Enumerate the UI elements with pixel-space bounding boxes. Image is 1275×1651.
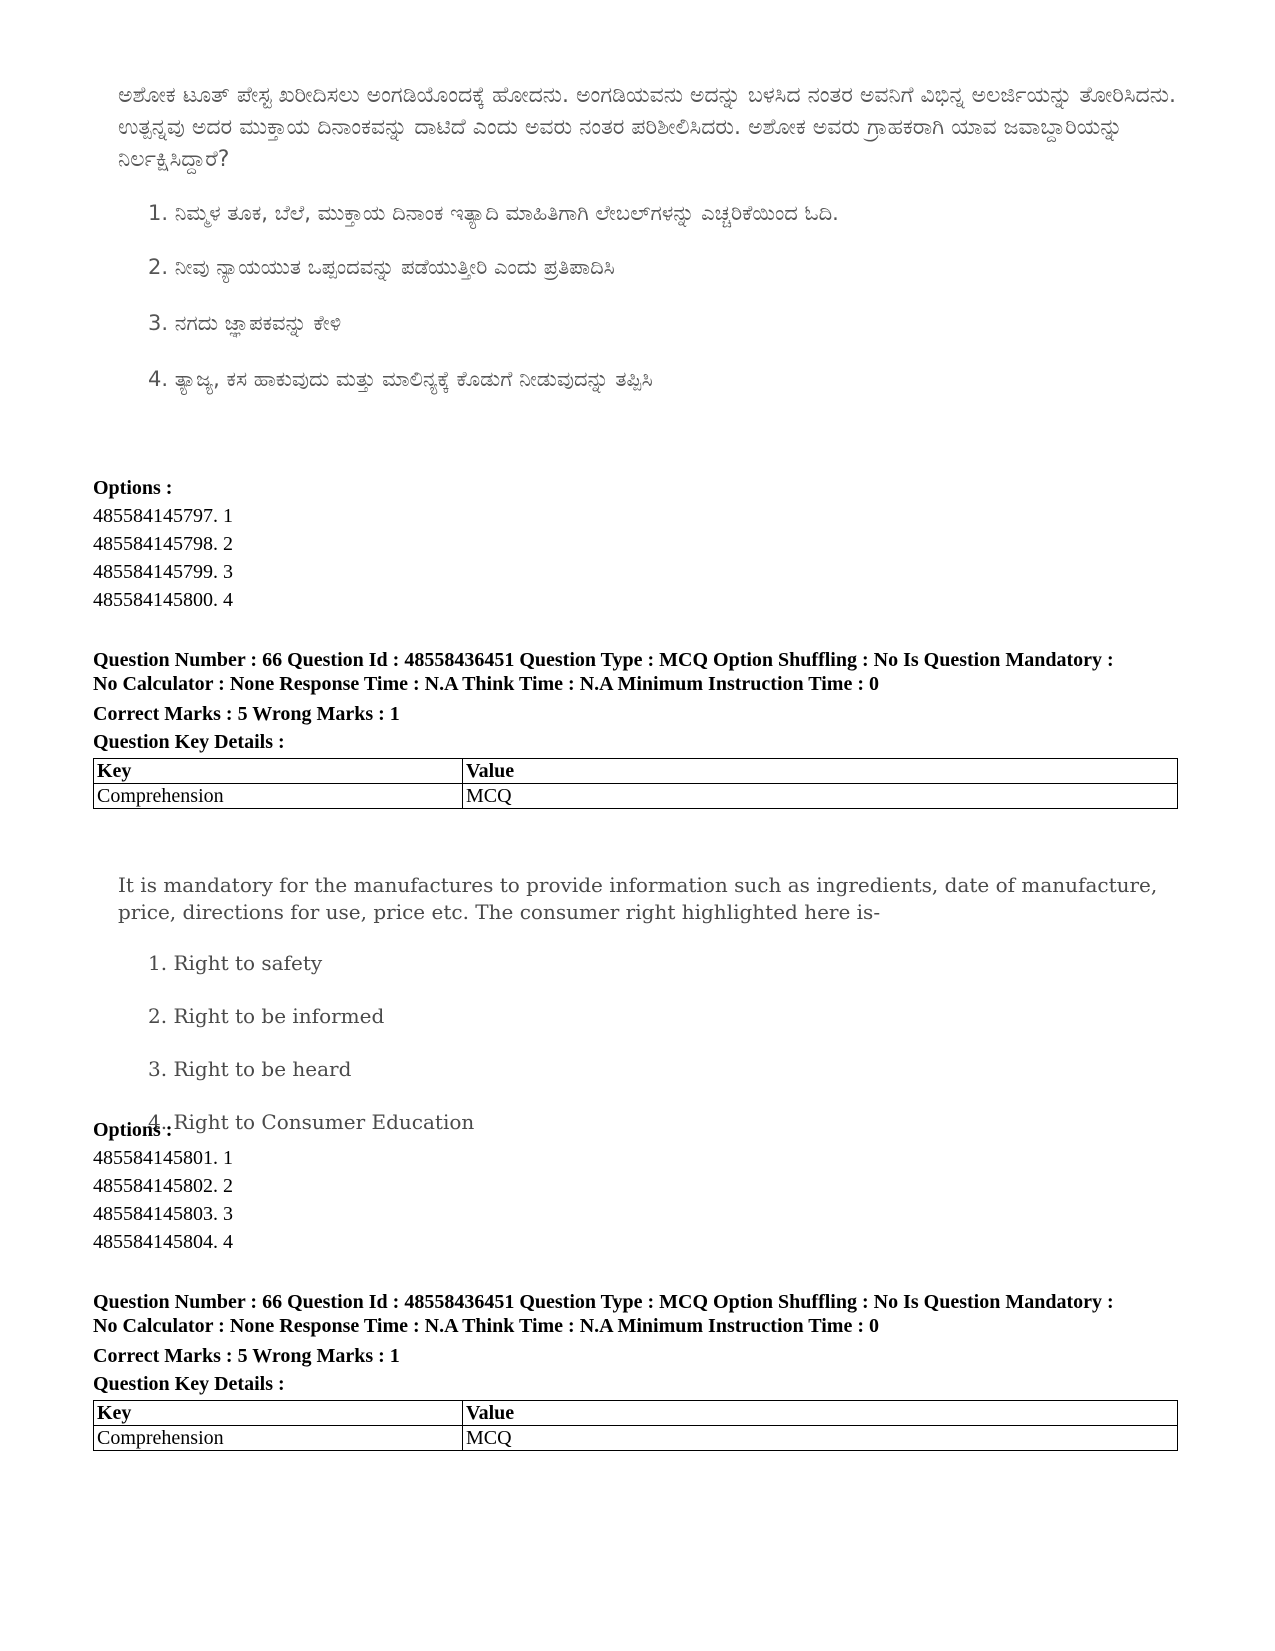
- question-meta-block-1: [93, 648, 1193, 809]
- option-id-line: 485584145799. 3: [93, 561, 233, 583]
- english-option-1: 1. Right to safety: [148, 951, 323, 975]
- english-question-stem: It is mandatory for the manufactures to provide information such as ingredients, date of manufacture, price, directions for use, price etc. The consumer right highlighted here is-: [118, 873, 1158, 924]
- kannada-option-3: 3. ನಗದು ಜ್ಞಾಪಕವನ್ನು ಕೇಳಿ: [148, 311, 342, 335]
- option-id-line: 485584145801. 1: [93, 1147, 233, 1169]
- key-details-label: Question Key Details :: [93, 1373, 285, 1395]
- table-cell-value: MCQ: [463, 784, 1178, 809]
- question-meta-line-2: No Calculator : None Response Time : N.A Think Time : N.A Minimum Instruction Time : 0: [93, 1315, 879, 1337]
- key-details-table: [93, 758, 1178, 809]
- table-cell-key: Comprehension: [94, 1426, 463, 1451]
- table-header-key: Key: [94, 1401, 463, 1426]
- option-id-line: 485584145798. 2: [93, 533, 233, 555]
- kannada-option-4: 4. ತ್ಯಾಜ್ಯ, ಕಸ ಹಾಕುವುದು ಮತ್ತು ಮಾಲಿನ್ಯಕ್ಕೆ ಕೊಡುಗೆ ನೀಡುವುದನ್ನು ತಪ್ಪಿಸಿ: [148, 367, 653, 391]
- english-question-image: [118, 872, 1178, 1136]
- table-header-row: [94, 1401, 1178, 1426]
- options-label: Options :: [93, 477, 173, 499]
- kannada-question-image: [118, 80, 1178, 394]
- table-cell-key: Comprehension: [94, 784, 463, 809]
- options-block-1: [93, 474, 1193, 614]
- kannada-option-2: 2. ನೀವು ನ್ಯಾಯಯುತ ಒಪ್ಪಂದವನ್ನು ಪಡೆಯುತ್ತೀರಿ ಎಂದು ಪ್ರತಿಪಾದಿಸಿ: [148, 255, 615, 279]
- english-option-4: 4. Right to Consumer Education: [148, 1110, 475, 1134]
- table-row: [94, 784, 1178, 809]
- option-id-line: 485584145800. 4: [93, 589, 233, 611]
- options-label: Options :: [93, 1119, 173, 1141]
- kannada-option-1: 1. ನಿಮ್ಮಳ ತೂಕ, ಬೆಲೆ, ಮುಕ್ತಾಯ ದಿನಾಂಕ ಇತ್ಯಾದಿ ಮಾಹಿತಿಗಾಗಿ ಲೇಬಲ್‌ಗಳನ್ನು ಎಚ್ಚರಿಕೆಯಿಂದ ಓದಿ.: [148, 201, 839, 225]
- english-option-3: 3. Right to be heard: [148, 1057, 352, 1081]
- option-id-line: 485584145803. 3: [93, 1203, 233, 1225]
- marks-line: Correct Marks : 5 Wrong Marks : 1: [93, 1345, 400, 1367]
- option-id-line: 485584145797. 1: [93, 505, 233, 527]
- question-meta-line-2: No Calculator : None Response Time : N.A Think Time : N.A Minimum Instruction Time : 0: [93, 673, 879, 695]
- table-row: [94, 1426, 1178, 1451]
- table-header-key: Key: [94, 759, 463, 784]
- table-header-row: [94, 759, 1178, 784]
- question-meta-block-2: [93, 1290, 1193, 1451]
- question-meta-line-1: Question Number : 66 Question Id : 48558436451 Question Type : MCQ Option Shuffling : No Is Question Mandatory :: [93, 649, 1114, 671]
- option-id-line: 485584145802. 2: [93, 1175, 233, 1197]
- key-details-table: [93, 1400, 1178, 1451]
- table-header-value: Value: [463, 759, 1178, 784]
- table-cell-value: MCQ: [463, 1426, 1178, 1451]
- marks-line: Correct Marks : 5 Wrong Marks : 1: [93, 703, 400, 725]
- options-block-2: [93, 1116, 1193, 1256]
- english-option-2: 2. Right to be informed: [148, 1004, 385, 1028]
- table-header-value: Value: [463, 1401, 1178, 1426]
- question-meta-line-1: Question Number : 66 Question Id : 48558436451 Question Type : MCQ Option Shuffling : No Is Question Mandatory :: [93, 1291, 1114, 1313]
- key-details-label: Question Key Details :: [93, 731, 285, 753]
- kannada-question-stem: ಅಶೋಕ ಟೂತ್ ಪೇಸ್ಟ ಖರೀದಿಸಲು ಅಂಗಡಿಯೊಂದಕ್ಕೆ ಹೋದನು. ಅಂಗಡಿಯವನು ಅದನ್ನು ಬಳಸಿದ ನಂತರ ಅವನಿಗೆ ವಿಭಿನ್ನ ಅಲರ್ಜಿಯನ್ನು ತೋರಿಸಿದನು. ಉತ್ಪನ್ನವು ಅದರ ಮುಕ್ತಾಯ ದಿನಾಂಕವನ್ನು ದಾಟಿದೆ ಎಂದು ಅವರು ನಂತರ ಪರಿಶೀಲಿಸಿದರು. ಅಶೋಕ ಅವರು ಗ್ರಾಹಕರಾಗಿ ಯಾವ ಜವಾಬ್ದಾರಿಯನ್ನು ನಿರ್ಲಕ್ಷಿಸಿದ್ದಾರೆ?: [118, 83, 1176, 172]
- option-id-line: 485584145804. 4: [93, 1231, 233, 1253]
